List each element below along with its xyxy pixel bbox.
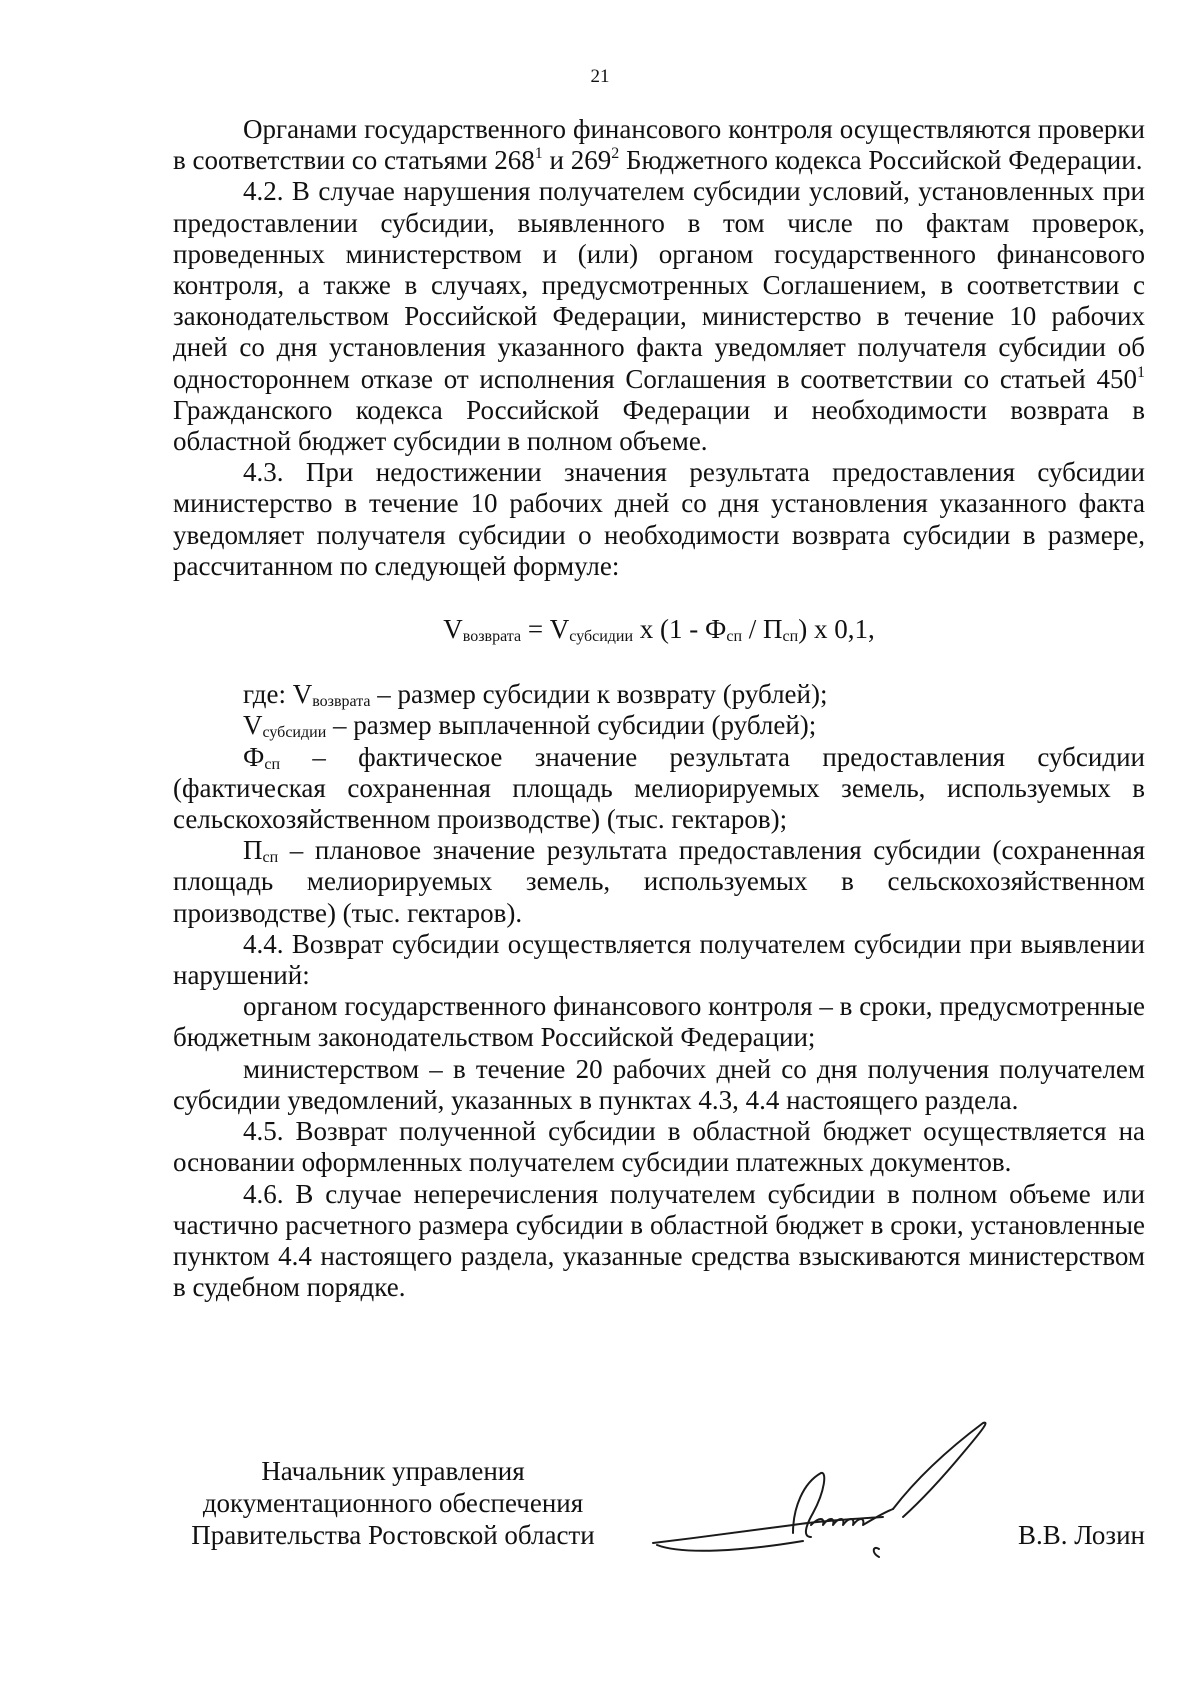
text-run: – размер субсидии к возврату (рублей); [370,679,828,710]
paragraph-4-3: 4.3. При недостижении значения результата предоставления субсидии министерство в течение 10 рабочих дней со дня установления указанного факта уведомляет получателя субсидии о необходимости возврата субсидии в размере, рассчитанном по следующей формуле: [173,457,1145,581]
formula-tail: ) х 0,1, [798,614,875,645]
text-run: – фактическое значение результата предоставления субсидии (фактическая сохраненная площадь мелиорируемых земель, используемых в сельскохозяйственном производстве) (тыс. гектаров); [173,741,1145,835]
text-run: – плановое значение результата предоставления субсидии (сохраненная площадь мелиорируемых земель, используемых в сельскохозяйственном производстве) (тыс. гектаров). [173,835,1145,928]
text-run: Гражданского кодекса Российской Федерации и необходимости возврата в областной бюджет субсидии в полном объеме. [173,394,1145,457]
formula-equals: = [521,614,550,645]
formula-subscript: субсидии [569,628,634,646]
text-run: – размер выплаченной субсидии (рублей); [326,710,817,741]
paragraph-4-4: 4.4. Возврат субсидии осуществляется получателем субсидии при выявлении нарушений: [173,928,1145,991]
document-body [173,114,1145,1303]
paragraph-4-4-item-ministry: министерством – в течение 20 рабочих дней со дня получения получателем субсидии уведомлений, указанных в пунктах 4.3, 4.4 настоящего раздела. [173,1053,1145,1115]
text-run: П [243,835,263,866]
text-run: Бюджетного кодекса Российской Федерации. [619,145,1143,176]
subscript: возврата [312,693,371,711]
formula-operator: х (1 - Ф [633,614,727,645]
signatory-position-line: документационного обеспечения [202,1488,584,1518]
text-run: где: V [243,679,313,710]
text-run: V [243,710,263,741]
text-run: Органами государственного финансового контроля осуществляются проверки в соответствии со статьями 268 [173,114,1145,176]
signatory-position-line: Начальник управления [261,1456,525,1486]
paragraph-4-5: 4.5. Возврат полученной субсидии в областной бюджет осуществляется на основании оформленных получателем субсидии платежных документов. [173,1116,1145,1178]
signature-block [173,1455,1145,1605]
formula-subscript: сп [782,628,799,646]
return-formula [173,614,1145,645]
formula-subscript: возврата [462,628,522,646]
text-run: Ф [243,741,265,772]
formula-v: V [549,614,570,645]
definition-where [173,679,1145,710]
subscript: сп [262,849,279,867]
signatory-position-line: Правительства Ростовской области [191,1520,595,1550]
handwritten-signature [643,1413,1003,1593]
text-run: 4.2. В случае нарушения получателем субсидии условий, установленных при предоставлении субсидии, выявленного в том числе по фактам проверок, проведенных министерством и (или) органом государственного финансового контроля, а также в случаях, предусмотренных Соглашением, в соответствии с законодательством Российской Федерации, министерство в течение 10 рабочих дней со дня установления указанного факта уведомляет получателя субсидии об одностороннем отказе от исполнения Соглашения в соответствии со статьей 450 [173,176,1145,394]
subscript: субсидии [262,724,327,742]
text-run: и 269 [542,145,612,176]
paragraph-4-6: 4.6. В случае неперечисления получателем субсидии в полном объеме или частично расчетного размера субсидии в областной бюджет в сроки, установленные пунктом 4.4 настоящего раздела, указанные средства взыскиваются министерством в судебном порядке. [173,1178,1145,1303]
paragraph-4-4-item-control-body: органом государственного финансового контроля – в сроки, предусмотренные бюджетным законодательством Российской Федерации; [173,991,1145,1053]
superscript: 2 [611,145,620,163]
subscript: сп [264,755,281,773]
signatory-position [173,1455,613,1551]
superscript: 1 [534,145,543,163]
formula-operator: / П [742,614,783,645]
paragraph-4-2 [173,176,1145,457]
definition-f-sp [173,742,1145,836]
formula-subscript: сп [726,628,743,646]
formula-v: V [443,614,463,645]
definition-p-sp [173,835,1145,929]
superscript: 1 [1137,363,1145,381]
page-number: 21 [590,66,610,87]
signatory-name: В.В. Лозин [1018,1520,1145,1550]
definition-v-subsidy [173,710,1145,741]
paragraph-control-bodies [173,114,1145,176]
